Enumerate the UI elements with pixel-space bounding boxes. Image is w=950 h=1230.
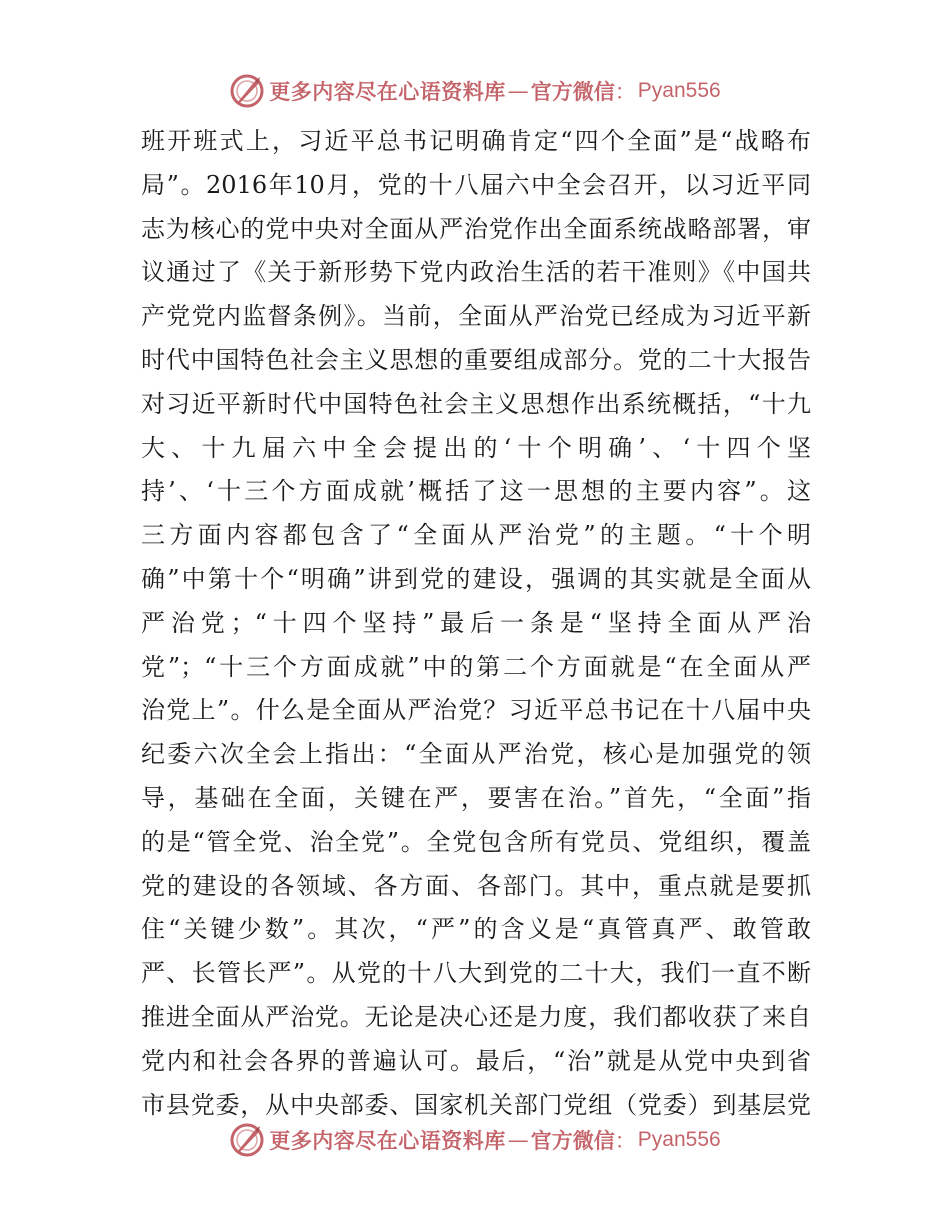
body-line-23: 市县党委，从中央部委、国家机关部门党组（党委）到基层党 [141, 1090, 811, 1119]
header-wechat-label: 官方微信 [530, 80, 615, 104]
body-line-11: 确”中第十个“明确”讲到党的建设，强调的其实就是全面从 [141, 564, 811, 593]
footer-banner [0, 1120, 950, 1160]
body-line-19: 住“关键少数”。其次，“严”的含义是“真管真严、敢管敢 [141, 915, 811, 944]
body-line-10: 三方面内容都包含了“全面从严治党”的主题。“十个明 [141, 521, 811, 550]
header-wechat-id: Pyan556 [637, 79, 721, 102]
body-line-16: 导，基础在全面，关键在严，要害在治。”首先，“全面”指 [141, 783, 811, 812]
body-line-4: 议通过了《关于新形势下党内政治生活的若干准则》《中国共 [141, 258, 811, 287]
document-body [141, 120, 811, 1127]
body-line-12: 严治党；“十四个坚持”最后一条是“坚持全面从严治 [141, 608, 811, 637]
footer-wechat-id: Pyan556 [637, 1128, 721, 1151]
body-line-8: 大、十九届六中全会提出的‘十个明确’、‘十四个坚 [141, 433, 811, 462]
header-colon: ： [614, 80, 636, 104]
footer-dash: — [507, 1128, 529, 1152]
header-banner-text: 更多内容尽在心语资料库 [269, 80, 506, 104]
body-line-1: 班开班式上，习近平总书记明确肯定“四个全面”是“战略布 [141, 127, 811, 155]
body-line-22: 党内和社会各界的普遍认可。最后，“治”就是从党中央到省 [141, 1046, 811, 1075]
body-line-15: 纪委六次全会上指出：“全面从严治党，核心是加强党的领 [141, 740, 811, 769]
body-line-2: 局”。2016年10月，党的十八届六中全会召开，以习近平同 [141, 170, 811, 199]
body-line-3: 志为核心的党中央对全面从严治党作出全面系统战略部署，审 [141, 214, 811, 243]
quill-logo-icon [229, 1122, 265, 1158]
header-banner [0, 71, 950, 111]
footer-colon: ： [614, 1129, 636, 1153]
body-line-18: 党的建设的各领域、各方面、各部门。其中，重点就是要抓 [141, 871, 811, 900]
quill-logo-icon [229, 73, 265, 109]
footer-banner-text: 更多内容尽在心语资料库 [269, 1129, 506, 1153]
footer-wechat-label: 官方微信 [530, 1129, 615, 1153]
body-line-21: 推进全面从严治党。无论是决心还是力度，我们都收获了来自 [141, 1002, 811, 1031]
body-line-6: 时代中国特色社会主义思想的重要组成部分。党的二十大报告 [141, 345, 811, 374]
body-line-9: 持’、‘十三个方面成就’概括了这一思想的主要内容”。这 [141, 477, 811, 506]
body-line-7: 对习近平新时代中国特色社会主义思想作出系统概括，“十九 [141, 389, 811, 418]
header-dash: — [507, 79, 529, 103]
body-line-14: 治党上”。什么是全面从严治党？习近平总书记在十八届中央 [141, 696, 811, 725]
body-line-13: 党”；“十三个方面成就”中的第二个方面就是“在全面从严 [141, 652, 811, 681]
body-line-5: 产党党内监督条例》。当前，全面从严治党已经成为习近平新 [141, 302, 811, 331]
body-line-17: 的是“管全党、治全党”。全党包含所有党员、党组织，覆盖 [141, 827, 811, 856]
body-line-20: 严、长管长严”。从党的十八大到党的二十大，我们一直不断 [141, 959, 811, 988]
